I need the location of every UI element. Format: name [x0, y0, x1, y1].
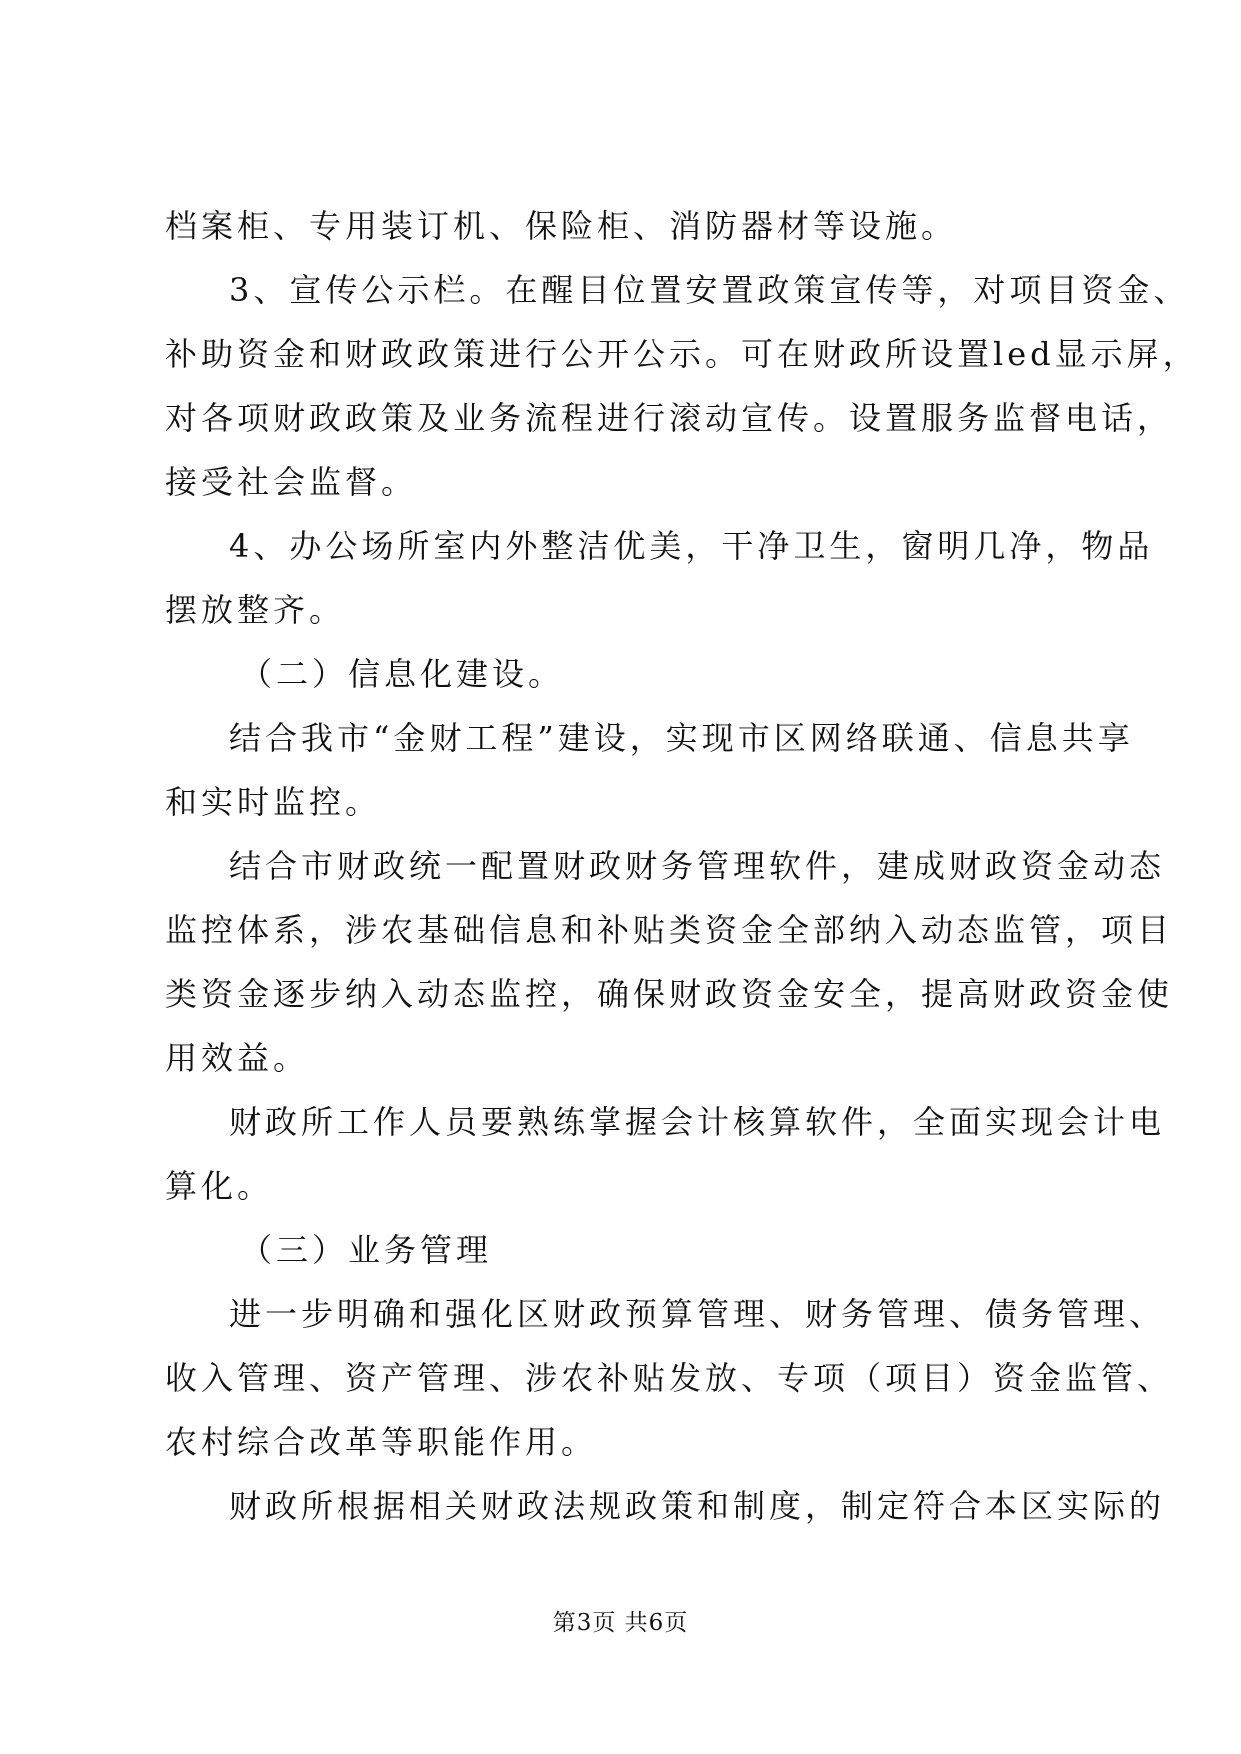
text-line: 结合市财政统一配置财政财务管理软件，建成财政资金动态: [229, 847, 1166, 885]
text-line: 进一步明确和强化区财政预算管理、财务管理、债务管理、: [229, 1295, 1166, 1333]
text-line: 财政所根据相关财政法规政策和制度，制定符合本区实际的: [229, 1487, 1166, 1525]
text-line: 农村综合改革等职能作用。: [165, 1423, 598, 1461]
text-line: 和实时监控。: [165, 783, 382, 821]
document-body: [165, 198, 1199, 1542]
section-heading: （三）业务管理: [240, 1231, 493, 1269]
text-line: 财政所工作人员要熟练掌握会计核算软件，全面实现会计电: [229, 1103, 1166, 1141]
text-line: 对各项财政政策及业务流程进行滚动宣传。设置服务监督电话，: [165, 399, 1174, 437]
text-line: 4、办公场所室内外整洁优美，干净卫生，窗明几净，物品: [229, 527, 1154, 565]
text-line: 摆放整齐。: [165, 591, 346, 629]
section-heading: （二）信息化建设。: [240, 655, 565, 693]
text-line: 档案柜、专用装订机、保险柜、消防器材等设施。: [165, 207, 958, 245]
text-line: 收入管理、资产管理、涉农补贴发放、专项（项目）资金监管、: [165, 1359, 1174, 1397]
text-line: 监控体系，涉农基础信息和补贴类资金全部纳入动态监管，项目: [165, 911, 1174, 949]
text-line: 算化。: [165, 1167, 274, 1205]
text-line: 类资金逐步纳入动态监控，确保财政资金安全，提高财政资金使: [165, 975, 1174, 1013]
text-line: 补助资金和财政政策进行公开公示。可在财政所设置led显示屏，: [165, 335, 1199, 373]
text-line: 用效益。: [165, 1039, 310, 1077]
text-line: 结合我市“金财工程”建设，实现市区网络联通、信息共享: [229, 719, 1134, 757]
text-line: 接受社会监督。: [165, 463, 418, 501]
page-footer: 第3页 共6页: [552, 1610, 689, 1636]
text-line: 3、宣传公示栏。在醒目位置安置政策宣传等，对项目资金、: [229, 271, 1190, 309]
